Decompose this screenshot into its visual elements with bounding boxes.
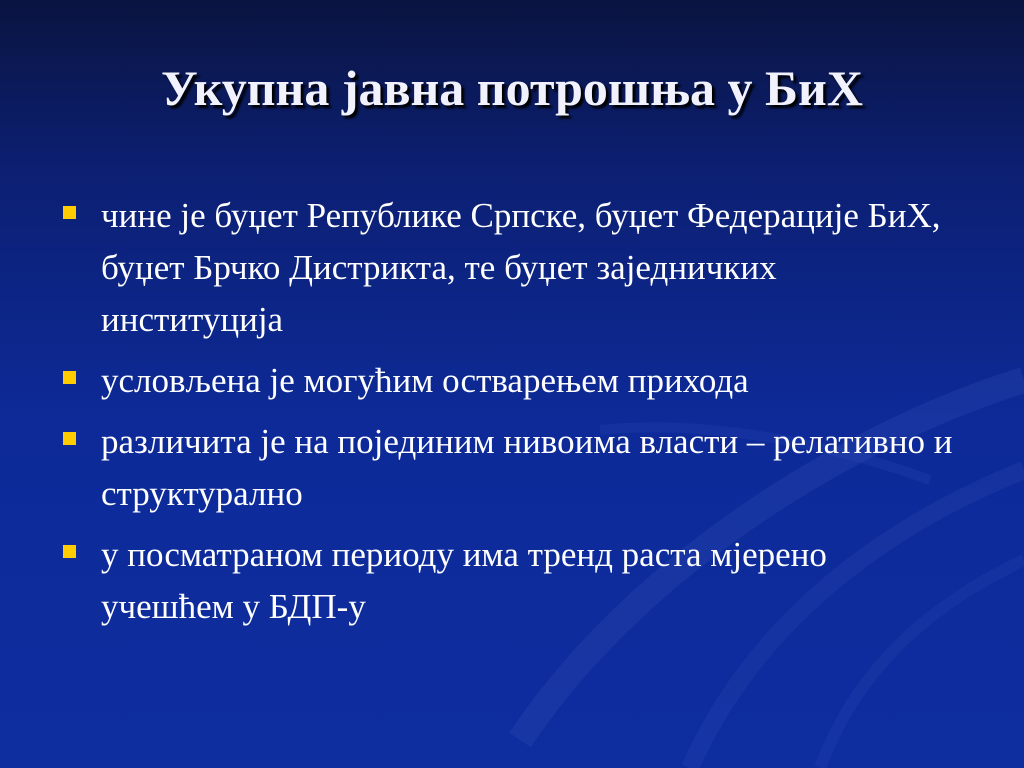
list-item bbox=[62, 416, 962, 520]
square-bullet-icon bbox=[63, 206, 76, 219]
bullet-text: условљена је могућим остварењем прихода bbox=[101, 361, 749, 400]
bullet-text: различита је на појединим нивоима власти – релативно и структурално bbox=[101, 422, 953, 513]
bullet-text: у посматраном периоду има тренд раста мјерено учешћем у БДП-у bbox=[101, 535, 827, 626]
list-item bbox=[62, 529, 962, 633]
bullet-text: чине је буџет Републике Српске, буџет Федерације БиХ, буџет Брчко Дистрикта, те буџет заједничких институција bbox=[101, 196, 941, 339]
list-item bbox=[62, 355, 962, 407]
list-item bbox=[62, 190, 962, 346]
slide-title: Укупна јавна потрошња у БиХ bbox=[161, 60, 863, 116]
square-bullet-icon bbox=[63, 371, 76, 384]
square-bullet-icon bbox=[63, 432, 76, 445]
square-bullet-icon bbox=[63, 545, 76, 558]
bullet-list bbox=[62, 190, 962, 642]
